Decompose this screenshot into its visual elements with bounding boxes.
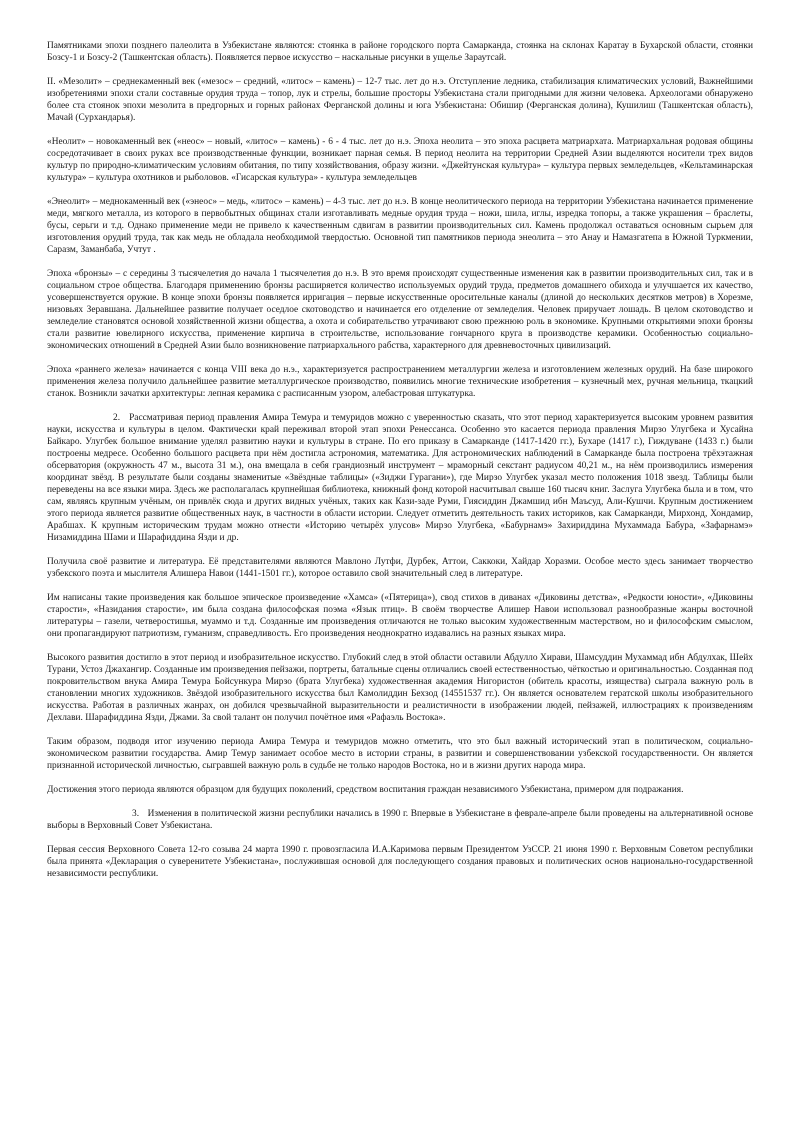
paragraph-timurids	[47, 412, 753, 544]
paragraph-bronze-age: Эпоха «бронзы» – с середины 3 тысячелетия до начала 1 тысячелетия до н.э. В это время происходят существенные изменения как в развитии производительных сил, так и в социальном строе общества. Благодаря применению бронзы расширяется количество используемых орудий труда, предметов домашнего обихода и улучшается их качество, усовершенствуется оружие. В конце эпохи бронзы появляется ирригация – первые искусственные оросительные каналы (длиной до нескольких десятков метров) в Хорезме, низовьях Зеравшана. Дальнейшее развитие получает оседлое скотоводство и начинается его отделение от земледелия. Человек приручает лошадь. В целом скотоводство и земледелие становятся основой хозяйственной жизни общества, а охота и собирательство утрачивают свою прежнюю роль в экономике. Крупными открытиями эпохи бронзы стали развитие ювелирного искусства, применение кирпича в строительстве, использование гончарного круга в производстве керамики. Особенностью социально-экономических отношений в Средней Азии было возникновение патриархального рабства, характерного для древневосточных цивилизаций.	[47, 269, 753, 351]
paragraph-mesolithic: II. «Мезолит» – среднекаменный век («мезос» – средний, «литос» – камень) – 12-7 тыс. лет до н.э. Отступление ледника, стабилизация климатических условий, Важнейшими изобретениями эпохи стали составные орудия труда – топор, лук и стрелы, большие просторы Узбекистана стали пригодными для жизни человека. Археологами обнаружено более ста стоянок эпохи мезолита в предгорных и горных районах Ферганской долины и юга Узбекистана: Обишир (Ферганская долина), Кушилиш (Ташкентская область), Мачай (Сурхандарья).	[47, 77, 753, 123]
paragraph-supreme-council: Первая сессия Верховного Совета 12-го созыва 24 марта 1990 г. провозгласила И.А.Каримова первым Президентом УзССР. 21 июня 1990 г. Верховным Советом республики была принята «Декларация о суверенитете Узбекистана», послужившая основой для последующего создания правовых и политических основ национально-государственной независимости республики.	[47, 845, 753, 879]
paragraph-eneolithic: «Энеолит» – меднокаменный век («энеос» – медь, «литос» – камень) – 4-3 тыс. лет до н.э. В конце неолитического периода на территории Узбекистана начинается применение меди, мягкого металла, из которого в первобытных общинах стали изготавливать медные орудия труда – ножи, шила, иглы, изредка топоры, а также украшения – браслеты, бусы, серьги и т.д. Однако применение меди не привело к качественным сдвигам в развитии производительных сил. Камень продолжал оставаться основным сырьем для изготовления орудий труда, так как медь не обладала необходимой твердостью. Основной тип памятников периода энеолита – это Анау и Намазгатепа в Южной Туркмении, Саразм, Заманбаба, Учтут .	[47, 197, 753, 255]
document-page	[47, 40, 753, 892]
paragraph-text: Изменения в политической жизни республики начались в 1990 г. Впервые в Узбекистане в феврале-апреле были проведены на альтернативной основе выборы в Верховный Совет Узбекистана.	[47, 809, 754, 831]
paragraph-neolithic: «Неолит» – новокаменный век («неос» – новый, «литос» – камень) - 6 - 4 тыс. лет до н.э. Эпоха неолита – это эпоха расцвета матриархата. Матриархальная родовая общины сосредотачивает в своих руках все производственные функции, возникает парная семья. В период неолита на территории Средней Азии выделяются носители трех видов культур по природно-климатическим условиям обитания, по типу хозяйствования, образу жизни. «Джейтунская культура» – культура первых земледельцев, «Кельтаминарская культура» – культура охотников и рыболовов. «Гисарская культура» - культура земледельцев	[47, 137, 753, 183]
section-number: 2.	[113, 413, 121, 423]
paragraph-literature: Получила своё развитие и литература. Её представителями являются Мавлоно Лутфи, Дурбек, Аттои, Саккоки, Хайдар Хоразми. Особое место здесь занимает творчество узбекского поэта и мыслителя Алишера Навои (1441-1501 гг.), которое оставило свой значительный след в литературе.	[47, 557, 753, 579]
paragraph-achievements: Достижения этого периода являются образцом для будущих поколений, средством воспитания граждан независимого Узбекистана, примером для подражания.	[47, 785, 684, 795]
paragraph-paleolithic: Памятниками эпохи позднего палеолита в Узбекистане являются: стоянка в районе городского порта Самарканда, стоянка на склонах Каратау в Бухарской области, стоянки Бозсу-1 и Бозсу-2 (Ташкентская область). Появляется первое искусство – наскальные рисунки в ущелье Зараутсай.	[47, 41, 753, 63]
paragraph-navoi-works: Им написаны такие произведения как большое эпическое произведение «Хамса» («Пятерица»), свод стихов в диванах «Диковины детства», «Редкости юности», «Диковины старости», «Назидания старости», им была создана философская поэма «Язык птиц». В своём творчестве Алишер Навои использовал разнообразные жанры восточной литературы – газели, четверостишья, муаммо и т.д. Созданные им произведения отличаются не только высоким художественным мастерством, но и философским смыслом, они пропагандируют патриотизм, гуманизм, справедливость. Его произведения неоднократно издавались на разных языках мира.	[47, 593, 753, 639]
paragraph-early-iron-age: Эпоха «раннего железа» начинается с конца VIII века до н.э., характеризуется распространением металлургии железа и изготовлением железных орудий. На базе широкого применения железа получило дальнейшее развитие металлургическое производство, появились многие технические изобретения – кузнечный мех, ручная мельница, ткацкий станок. Возникли зачатки архитектуры: лепная керамика с расписанным узором, алебастровая штукатурка.	[47, 365, 753, 399]
paragraph-text: Рассматривая период правления Амира Темура и темуридов можно с уверенностью сказать, что этот период характеризуется высоким уровнем развития науки, искусства и культуры в целом. Фактически край переживал второй этап эпохи Ренессанса. Особенно это касается периода правления Мирзо Улугбека и Хусайна Байкаро. Улугбек большое внимание уделял развитию науки и культуры в стране. По его приказу в Самарканде (1417-1420 гг.), Бухаре (1417 г.), Гиждуване (1433 г.) были построены медресе. Особенно большого расцвета при нём достигла астрономия, математика. Для астрономических наблюдений в Самарканде была построена трёхэтажная обсерватория (окружность 47 м., высота 31 м.), она вмещала в себя грандиозный инструмент – мраморный секстант радиусом 40,21 м., на нём производились измерения координат звёзд. В результате были созданы знаменитые «Звёздные таблицы» («Зиджи Гурагани»), где Мирзо Улугбек указал место положения 1018 звезд. Таблицы были переведены на все языки мира. Здесь же располагалась крупнейшая библиотека, книжный фонд которой насчитывал свыше 160 тысяч книг. Заслуга Улугбека была и в том, что сам, являясь крупным учёным, он привлёк сюда и других видных учёных, таких как Кази-заде Руми, Гиясиддин Джамшид ибн Маъсуд, Али-Кушчи. Крупным достижением этого периода является развитие общественных наук, в частности в области истории. Следует отметить деятельность таких историков, как Самарканди, Мирхонд, Хондамир, Арабшах. К крупным историческим трудам можно отнести «Историю четырёх улусов» Мирзо Улугбека, «Бабурнамэ» Захириддина Мухаммада Бабура, «Зафарнамэ» Низамиддина Шами и Шарафиддина Язди и др.	[47, 413, 754, 543]
paragraph-political-changes	[47, 808, 753, 832]
section-number: 3.	[132, 809, 140, 819]
paragraph-fine-arts: Высокого развития достигло в этот период и изобразительное искусство. Глубокий след в этой области оставили Абдулло Хирави, Шамсуддин Мухаммад ибн Абдулхак, Шейх Турани, Устоз Джахангир. Созданные им произведения пейзажи, портреты, батальные сцены отличались своей естественностью, чёткостью и оригинальностью. Созданная под покровительством внука Амира Темура Бойсункура Мирзо (брата Улугбека) художественная академия Нигористон (обитель красоты, изящества) сыграла важную роль в становлении многих художников. Звёздой изобразительного искусства был Камолиддин Бехзод (14551537 гг.). Он является основателем гератской школы изобразительного искусства. Работая в различных жанрах, он добился чрезвычайной выразительности и реалистичности в изображении людей, пейзажей, иллюстрациях к произведениям Дехлави. Шарафиддина Язди, Джами. За свой талант он получил почётное имя «Рафаэль Востока».	[47, 653, 753, 723]
paragraph-conclusion: Таким образом, подводя итог изучению периода Амира Темура и темуридов можно отметить, что это был важный исторический этап в политическом, социально-экономическом развитии государства. Амир Темур занимает особое место в истории страны, в развитии и совершенствовании узбекской государственности. Он является признанной исторической личностью, сыгравшей важную роль в судьбе не только народов Востока, но и в жизни других народа мира.	[47, 737, 753, 771]
